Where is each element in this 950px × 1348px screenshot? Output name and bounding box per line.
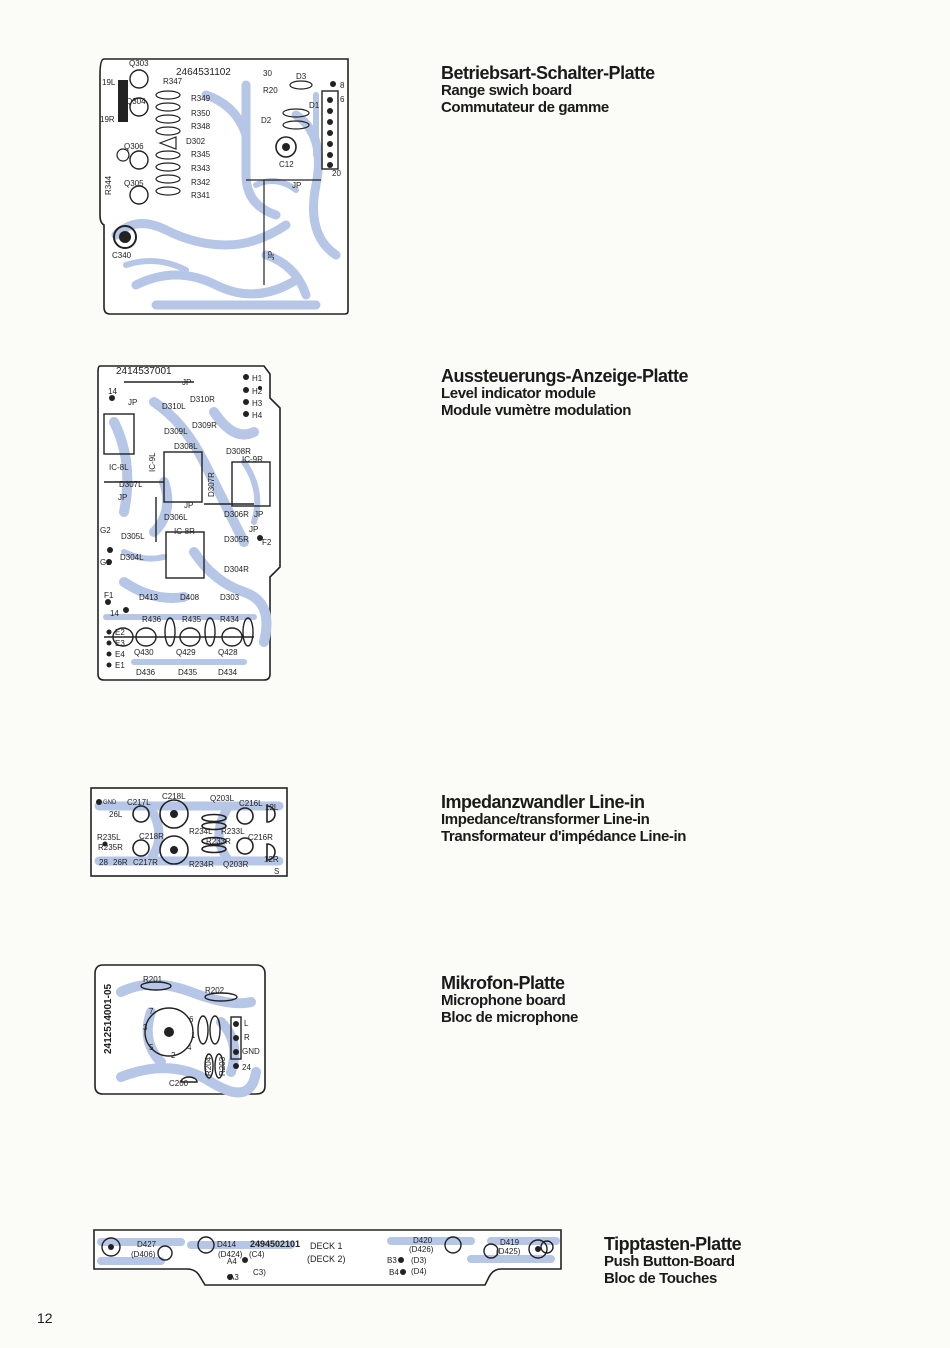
section-subtitle-fr: Bloc de Touches [604,1269,717,1287]
section-subtitle-fr: Module vumètre modulation [441,401,632,419]
svg-text:26R: 26R [113,858,128,867]
svg-text:R234L: R234L [189,827,213,836]
svg-text:JP: JP [184,501,194,510]
svg-text:D308R: D308R [226,447,251,456]
svg-text:L: L [244,1019,249,1028]
svg-text:(D424): (D424) [218,1250,243,1259]
section-subtitle-en: Range swich board [441,82,572,100]
svg-text:D2: D2 [261,116,272,125]
svg-text:R: R [244,1033,250,1042]
section-title: Tipptasten-Platte [604,1234,742,1254]
impedance-board-diagram [89,786,291,880]
svg-text:D436: D436 [136,668,156,677]
svg-text:Q430: Q430 [134,648,154,657]
svg-text:Q429: Q429 [176,648,196,657]
section-subtitle-en: Level indicator module [441,385,596,403]
section-caption-range [441,64,655,116]
svg-text:D307R: D307R [207,472,216,497]
svg-text:D309R: D309R [192,421,217,430]
svg-text:R234R: R234R [189,860,214,869]
svg-text:14: 14 [108,387,117,396]
svg-text:GND: GND [242,1047,260,1056]
svg-text:14: 14 [110,609,119,618]
svg-text:8: 8 [340,81,345,90]
svg-text:E1: E1 [115,661,125,670]
svg-text:12L: 12L [265,803,279,812]
svg-text:G2: G2 [100,526,111,535]
svg-text:JP: JP [292,181,302,190]
svg-text:C216R: C216R [248,833,273,842]
svg-text:Q428: Q428 [218,648,238,657]
section-title: Betriebsart-Schalter-Platte [441,63,655,83]
svg-text:G1: G1 [100,558,111,567]
svg-text:Q203L: Q203L [210,794,235,803]
svg-text:D307L: D307L [119,480,143,489]
svg-text:F1: F1 [104,591,114,600]
section-caption-impedance [441,793,686,845]
board-number: 2414537001 [116,366,172,377]
svg-text:JP: JP [128,398,138,407]
svg-text:(C4): (C4) [249,1250,265,1259]
svg-text:(DECK 2): (DECK 2) [307,1254,346,1264]
svg-text:Q306: Q306 [124,142,144,151]
svg-text:3: 3 [143,1023,148,1032]
svg-text:B4: B4 [389,1268,399,1277]
svg-text:(D425): (D425) [496,1247,521,1256]
svg-text:GND: GND [103,800,117,806]
svg-text:12R: 12R [264,855,279,864]
svg-text:JP: JP [182,378,192,387]
svg-text:D306L: D306L [164,513,188,522]
svg-text:IC-9L: IC-9L [148,452,157,472]
svg-text:D408: D408 [180,593,200,602]
svg-text:D305R: D305R [224,535,249,544]
svg-text:2: 2 [171,1051,176,1060]
svg-text:C216L: C216L [239,799,263,808]
svg-text:DECK 1: DECK 1 [310,1241,343,1251]
svg-text:F2: F2 [262,538,272,547]
svg-text:R235R: R235R [98,843,123,852]
section-caption-level [441,367,688,419]
svg-text:A3: A3 [229,1273,239,1282]
svg-text:R347: R347 [163,77,183,86]
svg-text:24: 24 [242,1063,251,1072]
svg-text:D419: D419 [500,1238,520,1247]
section-subtitle-fr: Transformateur d'impédance Line-in [441,827,687,845]
svg-text:D427: D427 [137,1240,157,1249]
svg-text:R20: R20 [263,86,278,95]
svg-text:IC-9R: IC-9R [242,455,263,464]
svg-text:D309L: D309L [164,427,188,436]
section-subtitle-en: Impedance/transformer Line-in [441,811,650,829]
svg-text:JP: JP [249,525,259,534]
svg-text:D303: D303 [220,593,240,602]
svg-text:IC-8L: IC-8L [109,463,129,472]
section-subtitle-en: Push Button-Board [604,1253,735,1271]
svg-text:6: 6 [340,95,345,104]
svg-text:30: 30 [263,69,272,78]
microphone-board-diagram [91,962,269,1098]
push-button-board-diagram [91,1227,567,1291]
svg-text:JP: JP [118,493,128,502]
svg-text:B3: B3 [387,1256,397,1265]
level-indicator-board-diagram [94,362,284,684]
svg-text:D420: D420 [413,1236,433,1245]
svg-text:8: 8 [167,1029,172,1038]
svg-text:C200: C200 [169,1079,189,1088]
svg-text:R202: R202 [205,986,225,995]
svg-text:H2: H2 [252,387,263,396]
svg-text:E2: E2 [115,628,125,637]
svg-text:H3: H3 [252,399,263,408]
svg-text:Q305: Q305 [124,179,144,188]
svg-text:6: 6 [189,1015,194,1024]
svg-text:R350: R350 [191,109,211,118]
svg-text:D414: D414 [217,1240,237,1249]
svg-text:C340: C340 [112,251,132,260]
svg-text:R434: R434 [220,615,240,624]
section-caption-microphone [441,974,578,1026]
svg-text:R203: R203 [218,1056,227,1076]
svg-text:Q303: Q303 [129,59,149,68]
svg-text:R345: R345 [191,150,211,159]
svg-text:R204: R204 [204,1056,213,1076]
svg-text:7: 7 [149,1007,154,1016]
section-title: Mikrofon-Platte [441,973,565,993]
svg-text:(D4): (D4) [411,1267,427,1276]
svg-text:D310L: D310L [162,402,186,411]
svg-text:D434: D434 [218,668,238,677]
svg-text:R235L: R235L [97,833,121,842]
svg-text:JP: JP [267,250,276,260]
range-switch-board-diagram [96,55,354,317]
svg-text:(D3): (D3) [411,1256,427,1265]
svg-text:(D406): (D406) [131,1250,156,1259]
svg-text:JP: JP [254,510,264,519]
svg-text:C3): C3) [253,1268,266,1277]
svg-text:5: 5 [149,1043,154,1052]
section-title: Aussteuerungs-Anzeige-Platte [441,366,689,386]
svg-text:C217L: C217L [127,798,151,807]
svg-text:19L: 19L [102,78,116,87]
section-caption-push-button [604,1235,741,1287]
svg-text:C218L: C218L [162,792,186,801]
svg-text:R343: R343 [191,164,211,173]
svg-text:C12: C12 [279,160,294,169]
svg-text:D308L: D308L [174,442,198,451]
svg-text:Q304: Q304 [126,97,146,106]
svg-text:D435: D435 [178,668,198,677]
svg-text:A4: A4 [227,1257,237,1266]
board-number: 2464531102 [176,67,231,78]
svg-text:S: S [274,867,280,876]
svg-text:D1: D1 [309,101,320,110]
svg-text:R436: R436 [142,615,162,624]
svg-text:R233R: R233R [206,837,231,846]
svg-text:R201: R201 [143,975,163,984]
svg-text:20: 20 [332,169,341,178]
svg-text:4: 4 [187,1043,192,1052]
section-subtitle-fr: Bloc de microphone [441,1008,578,1026]
page-number: 12 [37,1310,53,1326]
section-subtitle-fr: Commutateur de gamme [441,98,609,116]
svg-text:C217R: C217R [133,858,158,867]
svg-text:D3: D3 [296,72,307,81]
section-subtitle-en: Microphone board [441,992,566,1010]
svg-text:D310R: D310R [190,395,215,404]
svg-text:R435: R435 [182,615,202,624]
svg-text:19R: 19R [100,115,115,124]
svg-text:28: 28 [99,858,108,867]
svg-text:D304L: D304L [120,553,144,562]
svg-text:E3: E3 [115,639,125,648]
svg-text:R344: R344 [104,175,113,195]
svg-text:D305L: D305L [121,532,145,541]
svg-text:IC-8R: IC-8R [174,527,195,536]
svg-text:1: 1 [191,1031,196,1040]
board-number: 2412514001-05 [103,983,114,1054]
svg-text:D302: D302 [186,137,206,146]
svg-text:(D426): (D426) [409,1245,434,1254]
svg-text:D304R: D304R [224,565,249,574]
svg-text:H1: H1 [252,374,263,383]
svg-text:R342: R342 [191,178,211,187]
board-number: 2494502101 [250,1239,301,1249]
svg-text:H4: H4 [252,411,263,420]
svg-text:C218R: C218R [139,832,164,841]
svg-text:26L: 26L [109,810,123,819]
section-title: Impedanzwandler Line-in [441,792,645,812]
svg-text:Q203R: Q203R [223,860,249,869]
svg-text:R348: R348 [191,122,211,131]
svg-text:D306R: D306R [224,510,249,519]
svg-text:R233L: R233L [221,827,245,836]
svg-text:D413: D413 [139,593,159,602]
svg-text:R349: R349 [191,94,211,103]
svg-text:R341: R341 [191,191,211,200]
svg-text:E4: E4 [115,650,125,659]
